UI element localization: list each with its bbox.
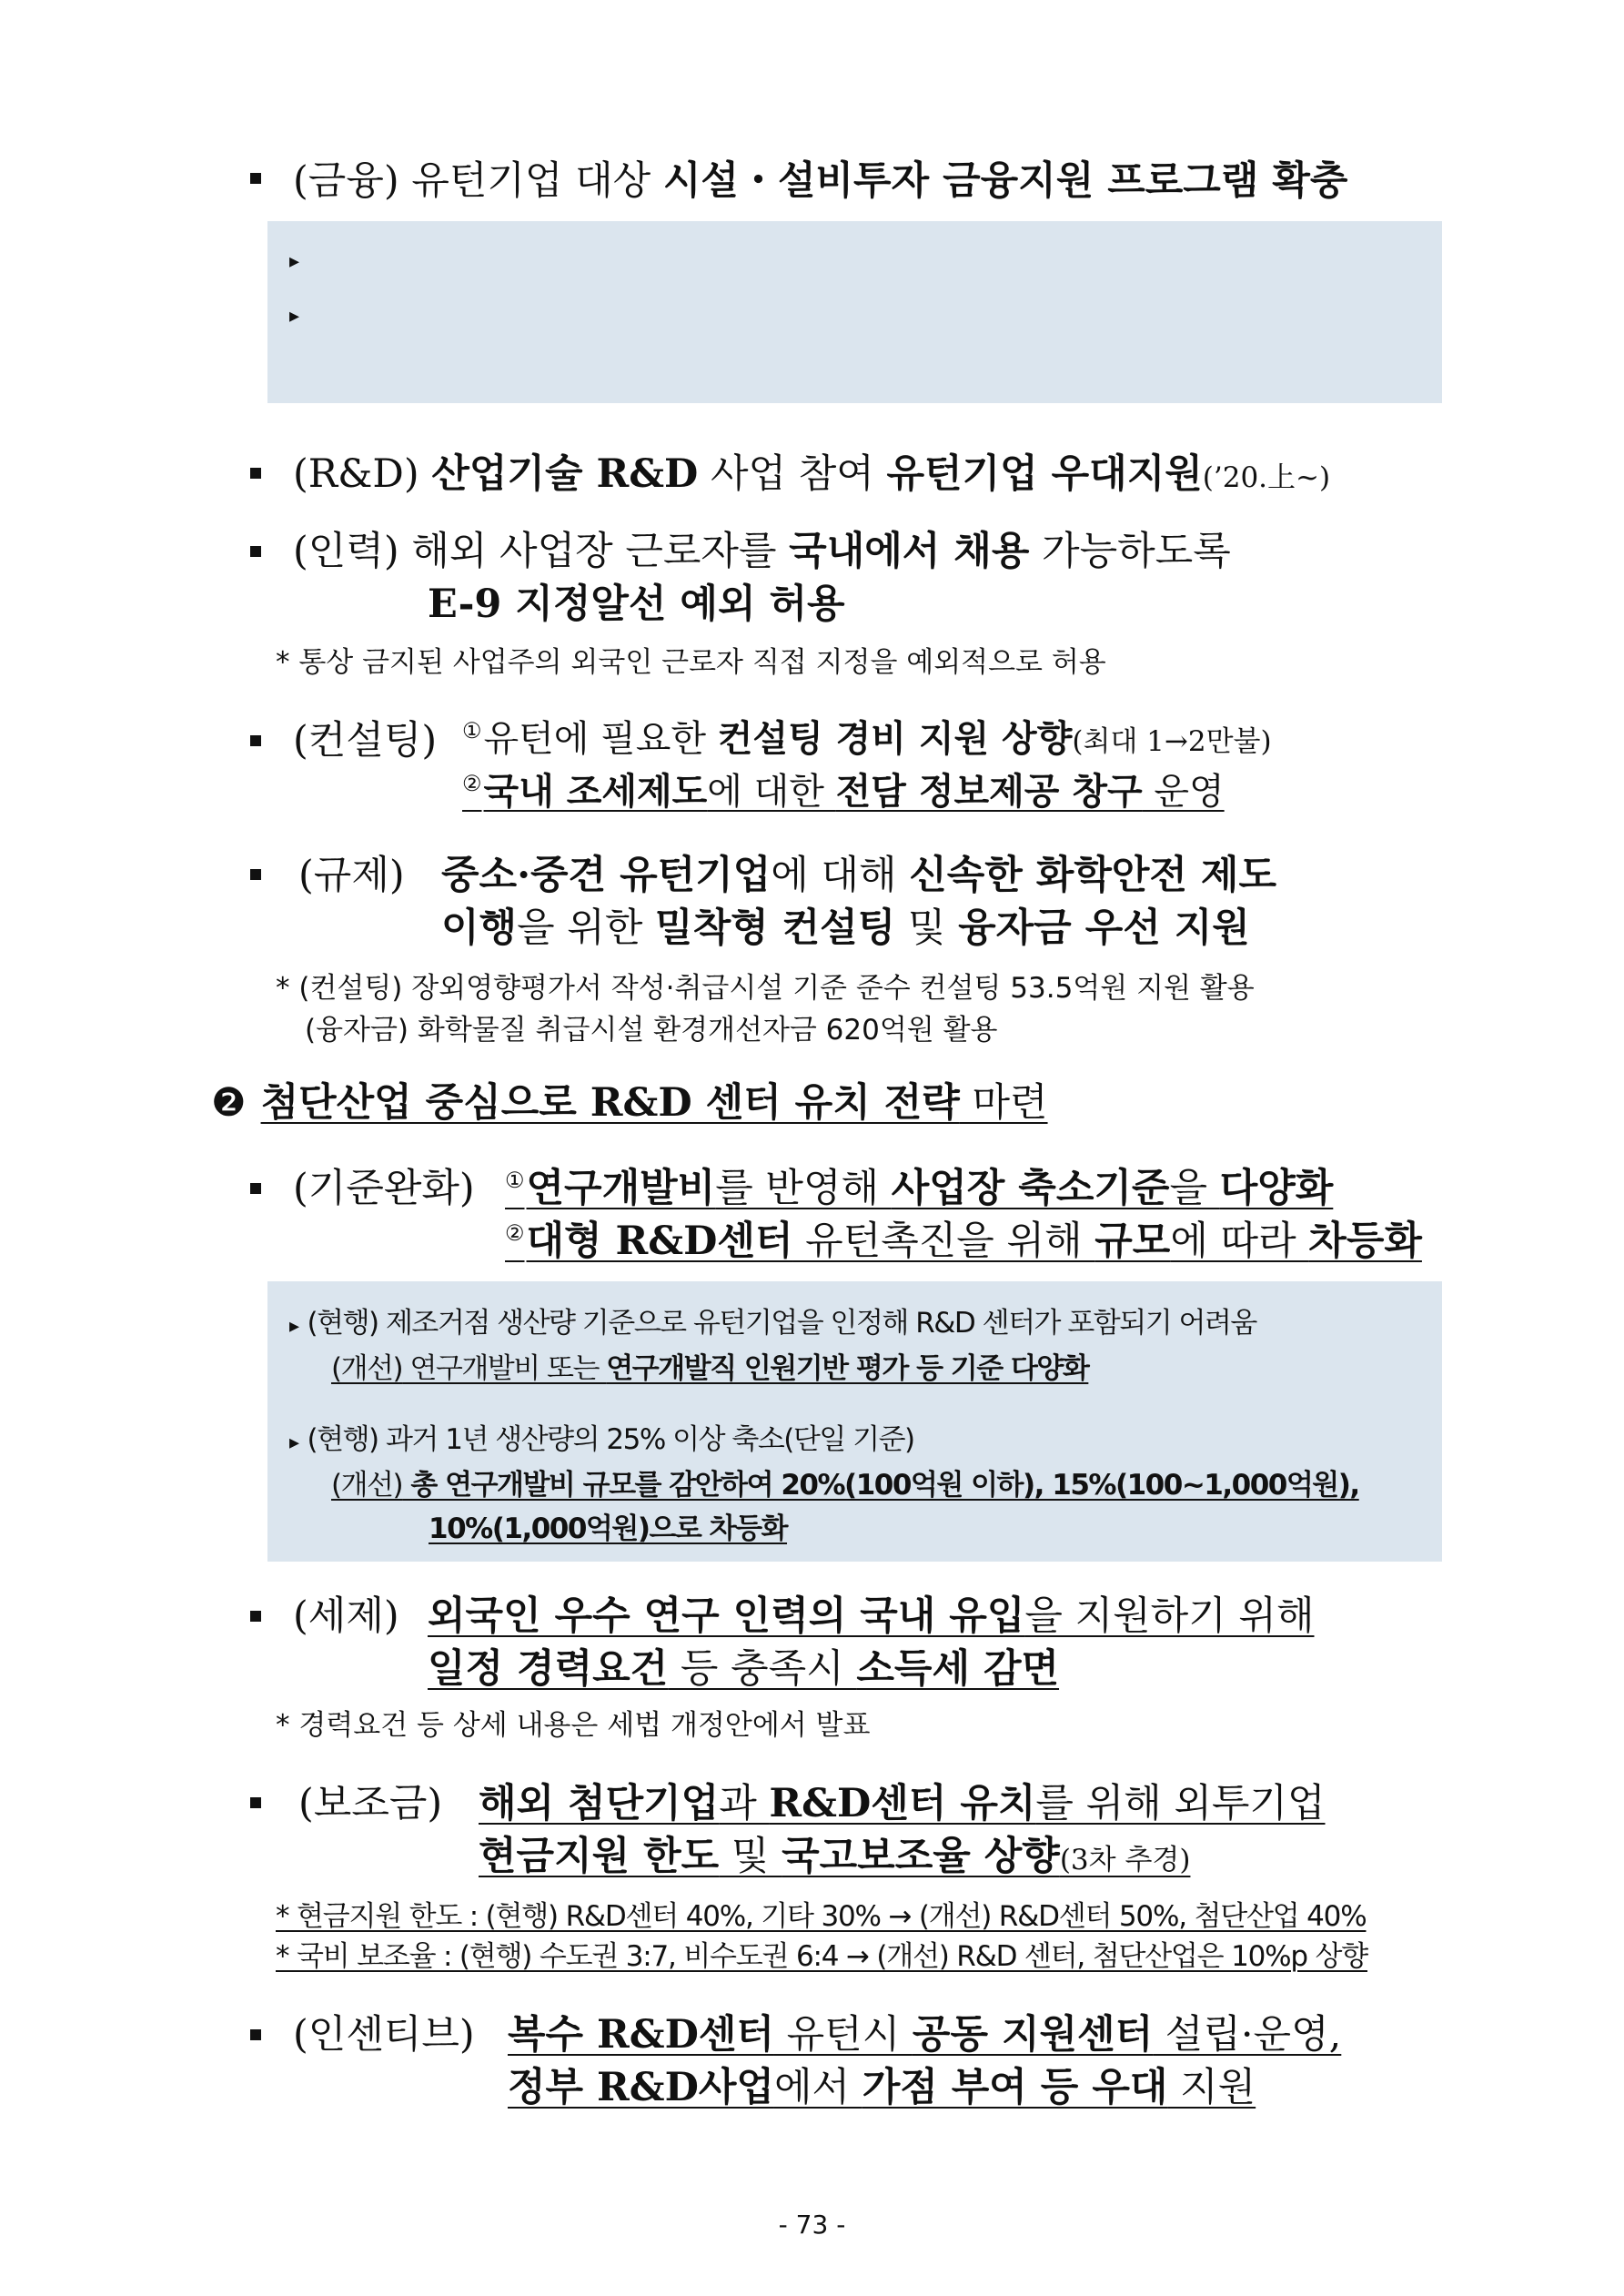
regulation-line-2: 이행을 위한 밀착형 컨설팅 및 융자금 우선 지원 — [441, 905, 1250, 951]
regulation-label: (규제) — [298, 853, 405, 898]
triangle-bullet-icon: ▸ — [289, 305, 298, 328]
regulation-line-1: 중소·중견 유턴기업에 대해 신속한 화학안전 제도 — [441, 853, 1276, 898]
subsidy-note-2: * 국비 보조율 : (현행) 수도권 3:7, 비수도권 6:4 → (개선) R&D 센터, 첨단산업은 10%p 상향 — [276, 1940, 1368, 1973]
bullet-icon — [250, 869, 261, 880]
finance-box-row-2 — [289, 297, 308, 329]
tax-note: * 경력요건 등 상세 내용은 세법 개정안에서 발표 — [276, 1709, 871, 1742]
bullet-icon — [250, 1797, 261, 1808]
bullet-icon — [250, 1611, 261, 1622]
criteria-label: (기준완화) — [293, 1166, 475, 1211]
workforce-note: * 통상 금지된 사업주의 외국인 근로자 직접 지정을 예외적으로 허용 — [276, 646, 1106, 679]
section-2-heading: ❷ 첨단산업 중심으로 R&D 센터 유치 전략 마련 — [211, 1080, 1048, 1126]
bullet-icon — [250, 2029, 261, 2040]
bullet-icon — [250, 735, 261, 746]
bullet-icon — [250, 173, 261, 184]
finance-box-row-1 — [289, 242, 308, 275]
consulting-label: (컨설팅) — [293, 718, 438, 764]
regulation-note-2: (융자금) 화학물질 취급시설 환경개선자금 620억원 활용 — [305, 1014, 998, 1047]
finance-item: (금융) 유턴기업 대상 시설・설비투자 금융지원 프로그램 확충 — [293, 158, 1348, 204]
tax-line-2: 일정 경력요건 등 충족시 소득세 감면 — [428, 1646, 1060, 1692]
subsidy-line-1: 해외 첨단기업과 R&D센터 유치를 위해 외투기업 — [479, 1781, 1326, 1826]
incentive-line-2: 정부 R&D사업에서 가점 부여 등 우대 지원 — [508, 2065, 1256, 2110]
consulting-line-2: ②국내 조세제도에 대한 전담 정보제공 창구 운영 — [462, 770, 1225, 813]
bullet-icon — [250, 1183, 261, 1194]
subsidy-label: (보조금) — [298, 1781, 443, 1826]
tax-label: (세제) — [293, 1593, 399, 1639]
triangle-bullet-icon: ▸ — [289, 1315, 298, 1338]
tax-line-1: 외국인 우수 연구 인력의 국내 유입을 지원하기 위해 — [428, 1593, 1315, 1639]
finance-detail-box — [267, 221, 1442, 403]
criteria-box-a-improved: (개선) 연구개발비 또는 연구개발직 인원기반 평가 등 기준 다양화 — [331, 1352, 1089, 1385]
criteria-box-a-current: ▸ (현행) 제조거점 생산량 기준으로 유턴기업을 인정해 R&D 센터가 포함되기 어려움 — [289, 1307, 1256, 1340]
criteria-box-b-current: ▸ (현행) 과거 1년 생산량의 25% 이상 축소(단일 기준) — [289, 1423, 914, 1456]
page-number: - 73 - — [778, 2210, 846, 2240]
consulting-line-1: ①유턴에 필요한 컨설팅 경비 지원 상향(최대 1→2만불) — [462, 717, 1272, 760]
regulation-note-1: * (컨설팅) 장외영향평가서 작성·취급시설 기준 준수 컨설팅 53.5억원 지원 활용 — [276, 972, 1255, 1005]
triangle-bullet-icon: ▸ — [289, 1431, 298, 1454]
criteria-line-2: ②대형 R&D센터 유턴촉진을 위해 규모에 따라 차등화 — [505, 1219, 1422, 1264]
section-number-icon: ❷ — [211, 1080, 247, 1126]
workforce-item-cont: E-9 지정알선 예외 허용 — [428, 582, 845, 627]
subsidy-note-1: * 현금지원 한도 : (현행) R&D센터 40%, 기타 30% → (개선) R&D센터 50%, 첨단산업 40% — [276, 1900, 1367, 1933]
criteria-line-1: ①연구개발비를 반영해 사업장 축소기준을 다양화 — [505, 1166, 1334, 1211]
workforce-item: (인력) 해외 사업장 근로자를 국내에서 채용 가능하도록 — [293, 529, 1231, 574]
criteria-box-b-improved: (개선) 총 연구개발비 규모를 감안하여 20%(100억원 이하), 15%(100~1,000억원), — [331, 1469, 1359, 1502]
bullet-icon — [250, 468, 261, 479]
incentive-line-1: 복수 R&D센터 유턴시 공동 지원센터 설립·운영, — [508, 2012, 1342, 2058]
bullet-icon — [250, 546, 261, 557]
item-label: (금융) — [293, 158, 399, 204]
item-label: (인력) — [293, 529, 399, 574]
subsidy-line-2: 현금지원 한도 및 국고보조율 상향(3차 추경) — [479, 1834, 1191, 1879]
item-label: (R&D) — [293, 451, 419, 497]
rnd-item: (R&D) 산업기술 R&D 사업 참여 유턴기업 우대지원(’20.上~) — [293, 451, 1331, 497]
incentive-label: (인센티브) — [293, 2012, 475, 2058]
criteria-box-b-improved-cont: 10%(1,000억원)으로 차등화 — [429, 1512, 788, 1545]
triangle-bullet-icon: ▸ — [289, 250, 298, 273]
